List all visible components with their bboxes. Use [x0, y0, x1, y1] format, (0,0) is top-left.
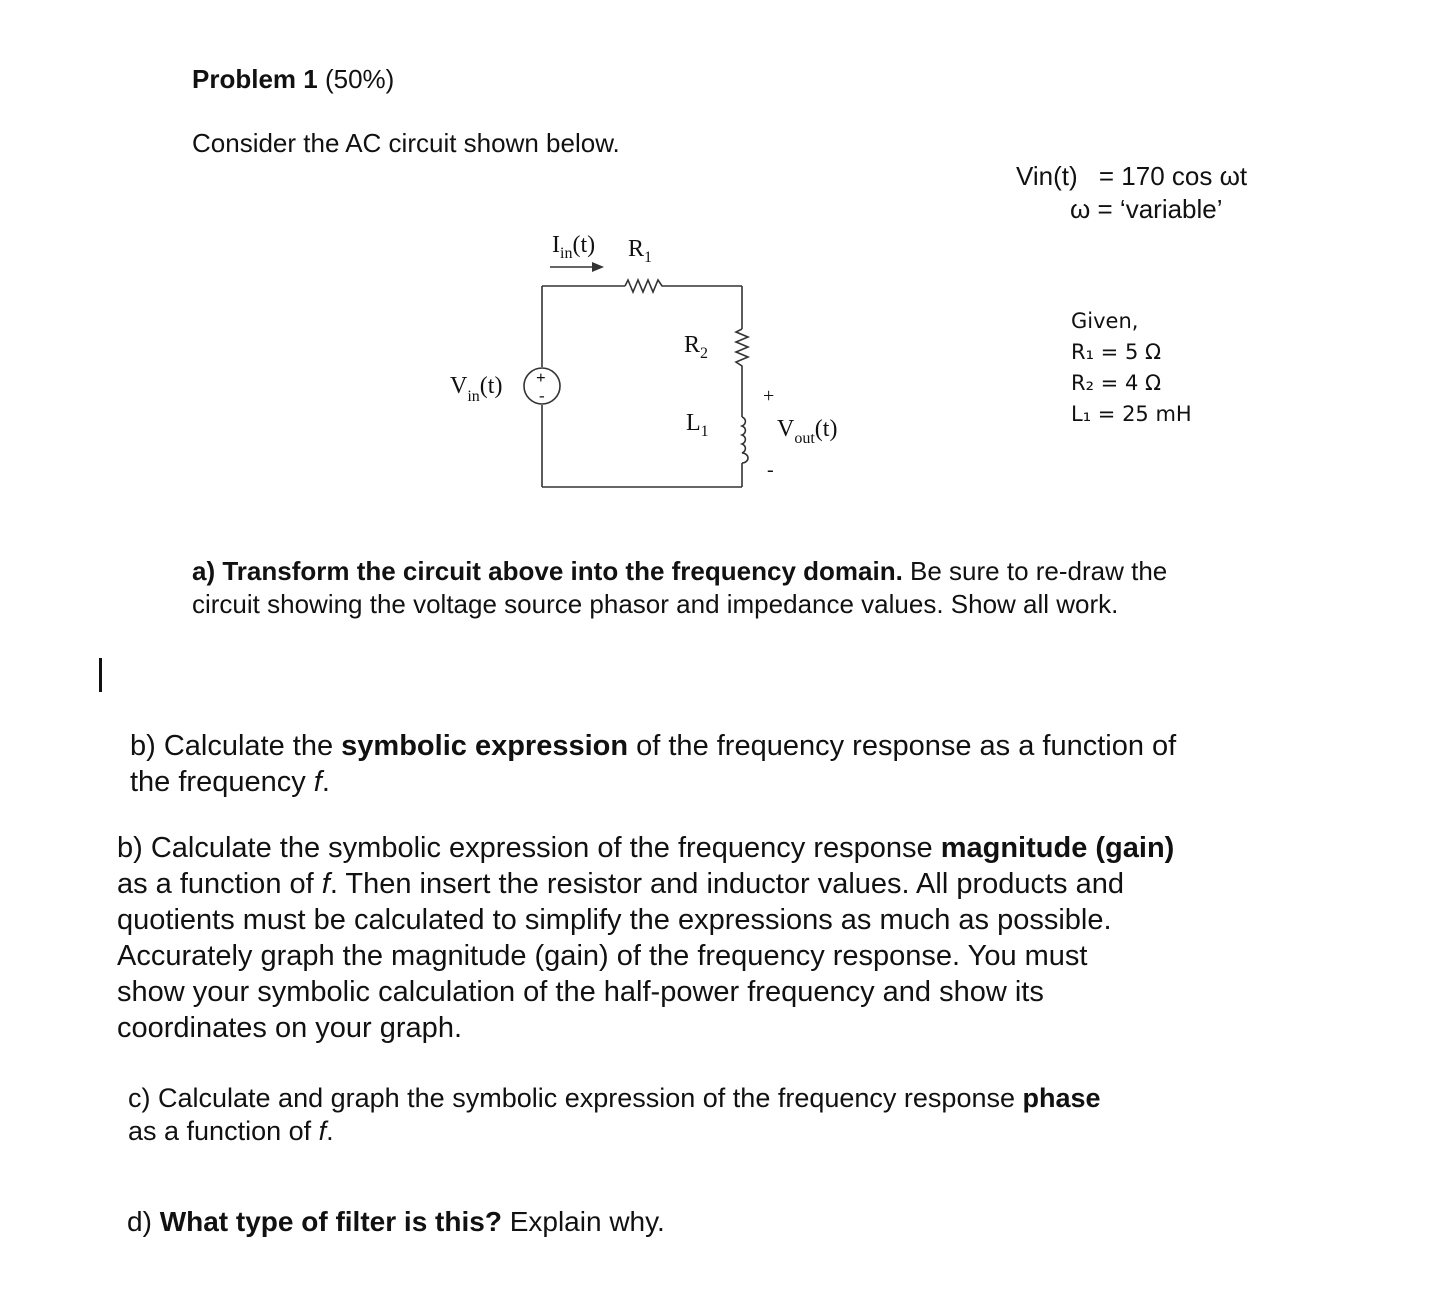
part-c-line2-pre: as a function of [128, 1116, 319, 1146]
part-b1-var: f [313, 766, 322, 798]
part-b1-pre: b) Calculate the [130, 730, 342, 762]
part-b1-line2-pre: the frequency [130, 766, 314, 798]
part-b1-post: of the frequency response as a function of [628, 730, 1177, 762]
part-a-rest: Be sure to re-draw the [902, 556, 1168, 586]
part-a-bold: a) Transform the circuit above into the frequency domain. [192, 556, 903, 586]
source-minus-sign: - [539, 386, 545, 405]
part-d-pre: d) [127, 1206, 160, 1237]
vin-label: $V_{in}(t)$ [450, 373, 503, 405]
circuit-diagram [430, 220, 880, 510]
vin-equation-label: Vin(t) [1016, 161, 1078, 191]
part-b2-line2-pre: as a function of [117, 868, 322, 900]
vin-equation-line [1016, 161, 1247, 192]
part-c-bold: phase [1022, 1083, 1101, 1113]
part-a [192, 555, 1167, 621]
given-l1: L₁ = 25 mH [1071, 402, 1192, 426]
part-b2-line5: show your symbolic calculation of the half-power frequency and show its [117, 976, 1044, 1008]
r1-resistor [625, 280, 665, 292]
vout-minus-sign: - [767, 459, 774, 481]
part-b2-line3: quotients must be calculated to simplify the expressions as much as possible. [117, 904, 1112, 936]
part-b-magnitude [117, 830, 1174, 1046]
part-d [127, 1206, 665, 1238]
r2-resistor [736, 329, 748, 369]
problem-intro: Consider the AC circuit shown below. [192, 128, 620, 158]
part-b1-bold: symbolic expression [341, 730, 629, 762]
l1-label: $L_1$ [686, 410, 709, 440]
part-d-post: Explain why. [501, 1206, 665, 1237]
part-b2-var: f [321, 868, 330, 900]
l1-inductor [742, 417, 748, 463]
vout-plus-sign: + [763, 385, 775, 407]
part-c [128, 1082, 1101, 1148]
given-values [1071, 306, 1192, 430]
part-b2-line2-post: . Then insert the resistor and inductor values. All products and [329, 868, 1124, 900]
r1-label: $R_1$ [628, 236, 653, 266]
part-b2-pre: b) Calculate the symbolic expression of the frequency response [117, 832, 941, 864]
given-heading: Given, [1071, 309, 1139, 333]
part-c-var: f [318, 1116, 327, 1146]
part-c-pre: c) Calculate and graph the symbolic expression of the frequency response [128, 1083, 1023, 1113]
part-b1-line2-post: . [321, 766, 330, 798]
vin-equation: = 170 cos ωt [1098, 161, 1248, 191]
part-d-bold: What type of filter is this? [159, 1206, 502, 1237]
given-r2: R₂ = 4 Ω [1071, 371, 1162, 395]
source-plus-sign: + [536, 368, 546, 387]
vout-label: $V_{out}(t)$ [777, 416, 838, 447]
part-b2-bold: magnitude (gain) [940, 832, 1175, 864]
text-cursor [99, 658, 102, 692]
part-b2-line4: Accurately graph the magnitude (gain) of the frequency response. You must [117, 940, 1088, 972]
part-a-line2: circuit showing the voltage source phasor and impedance values. Show all work. [192, 589, 1119, 619]
problem-title [192, 64, 394, 95]
r2-label: $R_2$ [684, 332, 709, 362]
omega-equation: ω = ‘variable’ [1070, 194, 1223, 224]
part-c-line2-post: . [326, 1116, 334, 1146]
problem-weight: (50%) [324, 64, 395, 94]
iin-arrow-head [592, 262, 604, 272]
problem-heading: Problem 1 [192, 64, 318, 94]
part-b2-line6: coordinates on your graph. [117, 1012, 462, 1044]
iin-label: $I_{in}(t)$ [552, 232, 596, 262]
given-r1: R₁ = 5 Ω [1071, 340, 1162, 364]
part-b-symbolic [130, 728, 1176, 800]
